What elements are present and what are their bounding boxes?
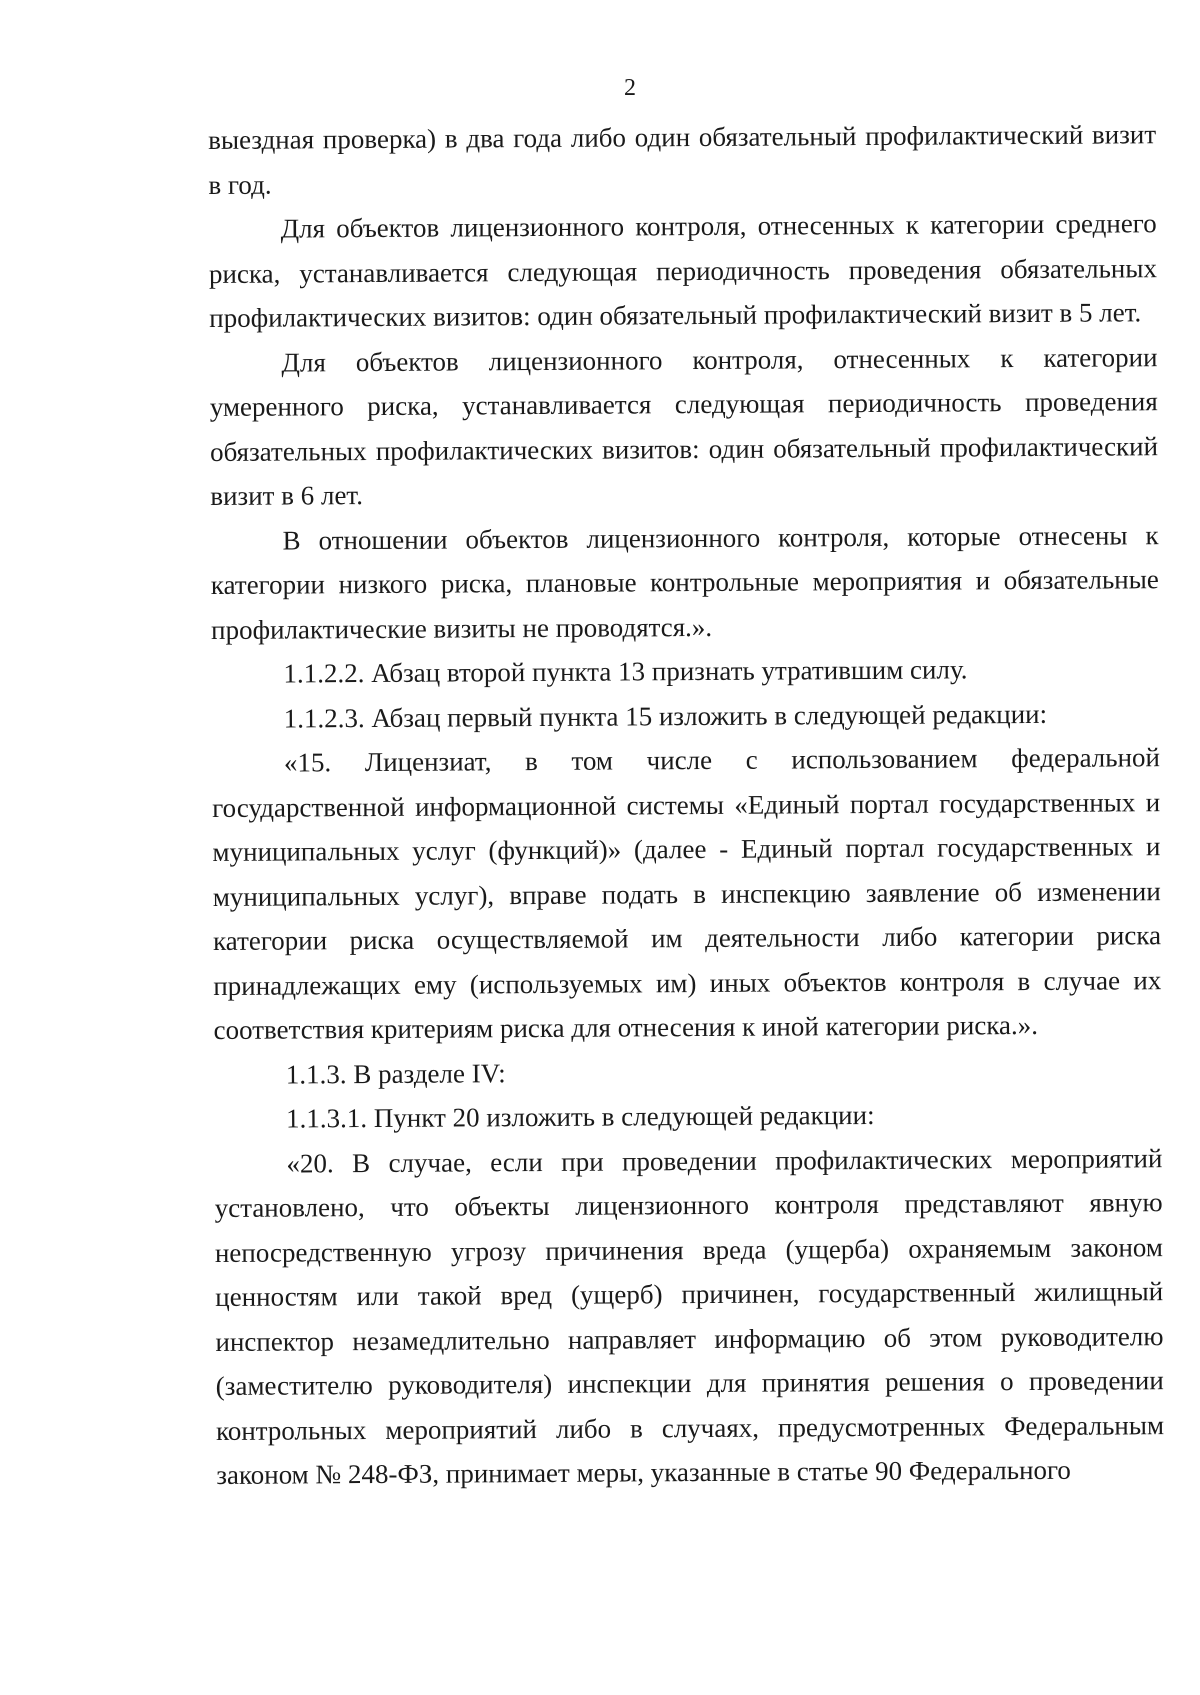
paragraph-1-1-2-3: 1.1.2.3. Абзац первый пункта 15 изложить в следующей редакции: (283, 698, 1048, 734)
document-body (208, 112, 1164, 1497)
paragraph-1-1-3: 1.1.3. В разделе IV: (285, 1057, 506, 1090)
paragraph-continuation: выездная проверка) в два года либо один обязательный профилактический визит в год. (208, 119, 1157, 200)
page-number: 2 (624, 75, 636, 101)
paragraph-1-1-2-2: 1.1.2.2. Абзац второй пункта 13 признать утратившим силу. (283, 654, 968, 689)
paragraph-low-risk: В отношении объектов лицензионного контроля, которые отнесены к категории низкого риска, плановые контрольные мероприятия и обязательные профилактические визиты не проводятся.». (210, 519, 1159, 645)
paragraph-clause-15: «15. Лицензиат, в том числе с использованием федеральной государственной информационной системы «Единый портал государственных и муниципальных услуг (функций)» (далее - Единый портал государственных и муниципальных услуг), вправе подать в инспекцию заявление об изменении категории риска осуществляемой им деятельности либо категории риска принадлежащих ему (используемых им) иных объектов контроля в случае их соответствия критериям риска для отнесения к иной категории риска.». (212, 742, 1162, 1045)
paragraph-1-1-3-1: 1.1.3.1. Пункт 20 изложить в следующей редакции: (286, 1099, 875, 1134)
paragraph-medium-risk: Для объектов лицензионного контроля, отнесенных к категории среднего риска, устанавливается следующая периодичность проведения обязательных профилактических визитов: один обязательный профилактический визит в 5 лет. (208, 208, 1158, 333)
paragraph-moderate-risk: Для объектов лицензионного контроля, отнесенных к категории умеренного риска, устанавливается следующая периодичность проведения обязательных профилактических визитов: один обязательный профилактический визит в 6 лет. (209, 341, 1159, 511)
paragraph-clause-20: «20. В случае, если при проведении профилактических мероприятий установлено, что объекты лицензионного контроля представляют явную непосредственную угрозу причинения вреда (ущерба) охраняемым законом ценностям или такой вред (ущерб) причинен, государственный жилищный инспектор незамедлительно направляет информацию об этом руководителю (заместителю руководителя) инспекции для принятия решения о проведении контрольных мероприятий либо в случаях, предусмотренных Федеральным законом № 248-ФЗ, принимает меры, указанные в статье 90 Федерального (214, 1142, 1165, 1490)
